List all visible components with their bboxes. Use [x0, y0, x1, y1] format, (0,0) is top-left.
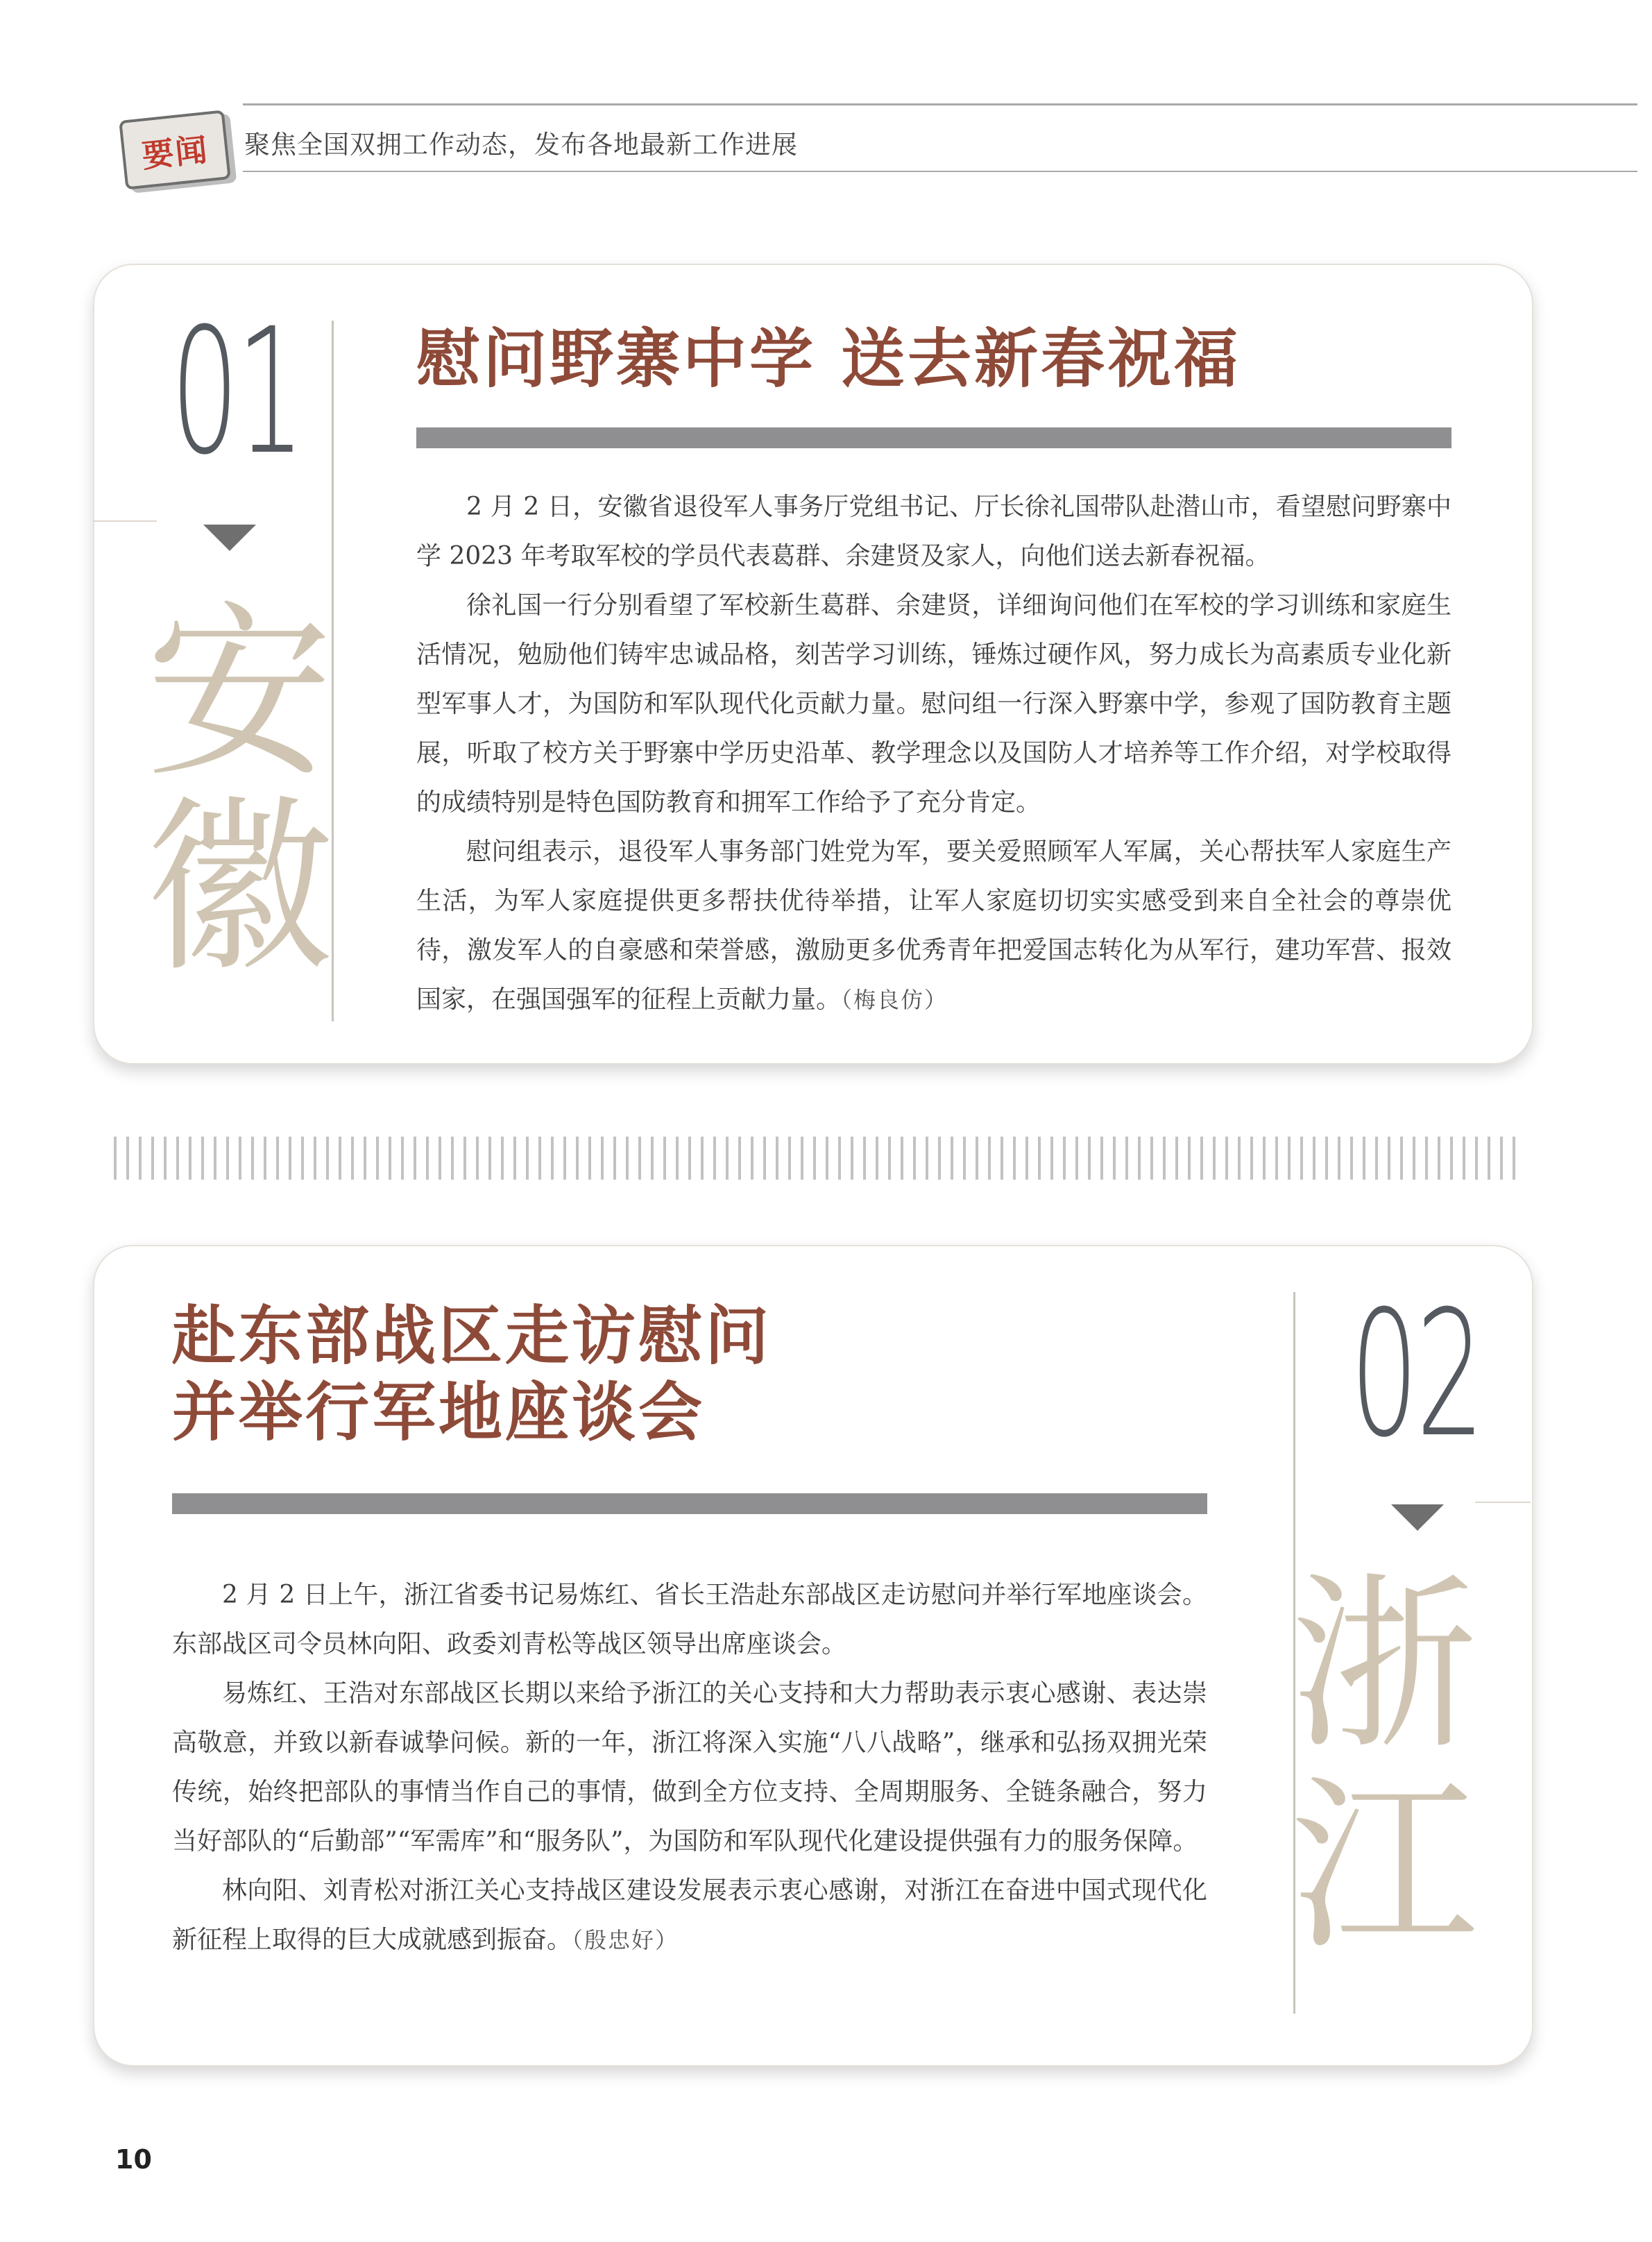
author-credit: （梅良仿） — [841, 987, 948, 1013]
paragraph: 易炼红、王浩对东部战区长期以来给予浙江的关心支持和大力帮助表示衷心感谢、表达崇高敬意，并致以新春诚挚问候。新的一年，浙江将深入实施“八八战略”，继承和弘扬双拥光荣传统，始终把部队的事情当作自己的事情，做到全方位支持、全周期服务、全链条融合，努力当好部队的“后勤部”“军需库”和“服务队”，为国防和军队现代化建设提供强有力的服务保障。 — [172, 1679, 1207, 1855]
page-number: 10 — [115, 2144, 152, 2175]
paragraph-text: 慰问组表示，退役军人事务部门姓党为军，要关爱照顾军人军属，关心帮扶军人家庭生产生活，为军人家庭提供更多帮扶优待举措，让军人家庭切切实实感受到来自全社会的尊崇优待，激发军人的自豪感和荣誉感，激励更多优秀青年把爱国志转化为从军行，建功军营、报效国家，在强国强军的征程上贡献力量。 — [416, 838, 1451, 1014]
paragraph: 徐礼国一行分别看望了军校新生葛群、余建贤，详细询问他们在军校的学习训练和家庭生活情况，勉励他们铸牢忠诚品格，刻苦学习训练，锤炼过硬作风，努力成长为高素质专业化新型军事人才，为国防和军队现代化贡献力量。慰问组一行深入野寨中学，参观了国防教育主题展，听取了校方关于野寨中学历史沿革、教学理念以及国防人才培养等工作介绍，对学校取得的成绩特别是特色国防教育和拥军工作给予了充分肯定。 — [416, 591, 1451, 817]
section-divider — [114, 1137, 1515, 1180]
article-title: 慰问野寨中学 送去新春祝福 — [416, 321, 1241, 396]
article-body — [172, 1570, 1207, 1965]
paragraph: 2 月 2 日，安徽省退役军人事务厅党组书记、厅长徐礼国带队赴潜山市，看望慰问野寨中学 2023 年考取军校的学员代表葛群、余建贤及家人，向他们送去新春祝福。 — [416, 493, 1451, 570]
province-char-2: 徽 — [146, 779, 333, 997]
province-char-1: 安 — [146, 584, 333, 803]
paragraph: 2 月 2 日上午，浙江省委书记易炼红、省长王浩赴东部战区走访慰问并举行军地座谈会。东部战区司令员林向阳、政委刘青松等战区领导出席座谈会。 — [172, 1581, 1207, 1658]
number-rule — [1475, 1502, 1531, 1503]
header-title: 聚焦全国双拥工作动态，发布各地最新工作进展 — [244, 130, 798, 160]
paragraph — [172, 1866, 1207, 1965]
down-triangle-icon — [203, 525, 256, 551]
article-title-line-2: 并举行军地座谈会 — [172, 1375, 706, 1450]
section-tag-label: 要闻 — [139, 130, 210, 175]
article-number: 02 — [1350, 1273, 1482, 1475]
title-bar — [172, 1493, 1207, 1514]
down-triangle-icon — [1391, 1504, 1444, 1531]
header-rule-top — [243, 103, 1637, 105]
header-rule-bottom — [243, 171, 1637, 172]
section-tag — [119, 110, 231, 189]
province-char-2: 江 — [1291, 1757, 1478, 1976]
paragraph-text: 林向阳、刘青松对浙江关心支持战区建设发展表示衷心感谢，对浙江在奋进中国式现代化新征程上取得的巨大成就感到振奋。 — [172, 1876, 1207, 1954]
article-title-line-1: 赴东部战区走访慰问 — [172, 1298, 772, 1373]
province-char-1: 浙 — [1291, 1556, 1478, 1774]
title-bar — [416, 427, 1451, 448]
paragraph — [416, 827, 1451, 1025]
number-rule — [93, 520, 157, 522]
article-number: 01 — [171, 291, 303, 493]
author-credit: （殷忠好） — [572, 1927, 679, 1953]
article-body — [416, 482, 1451, 1025]
